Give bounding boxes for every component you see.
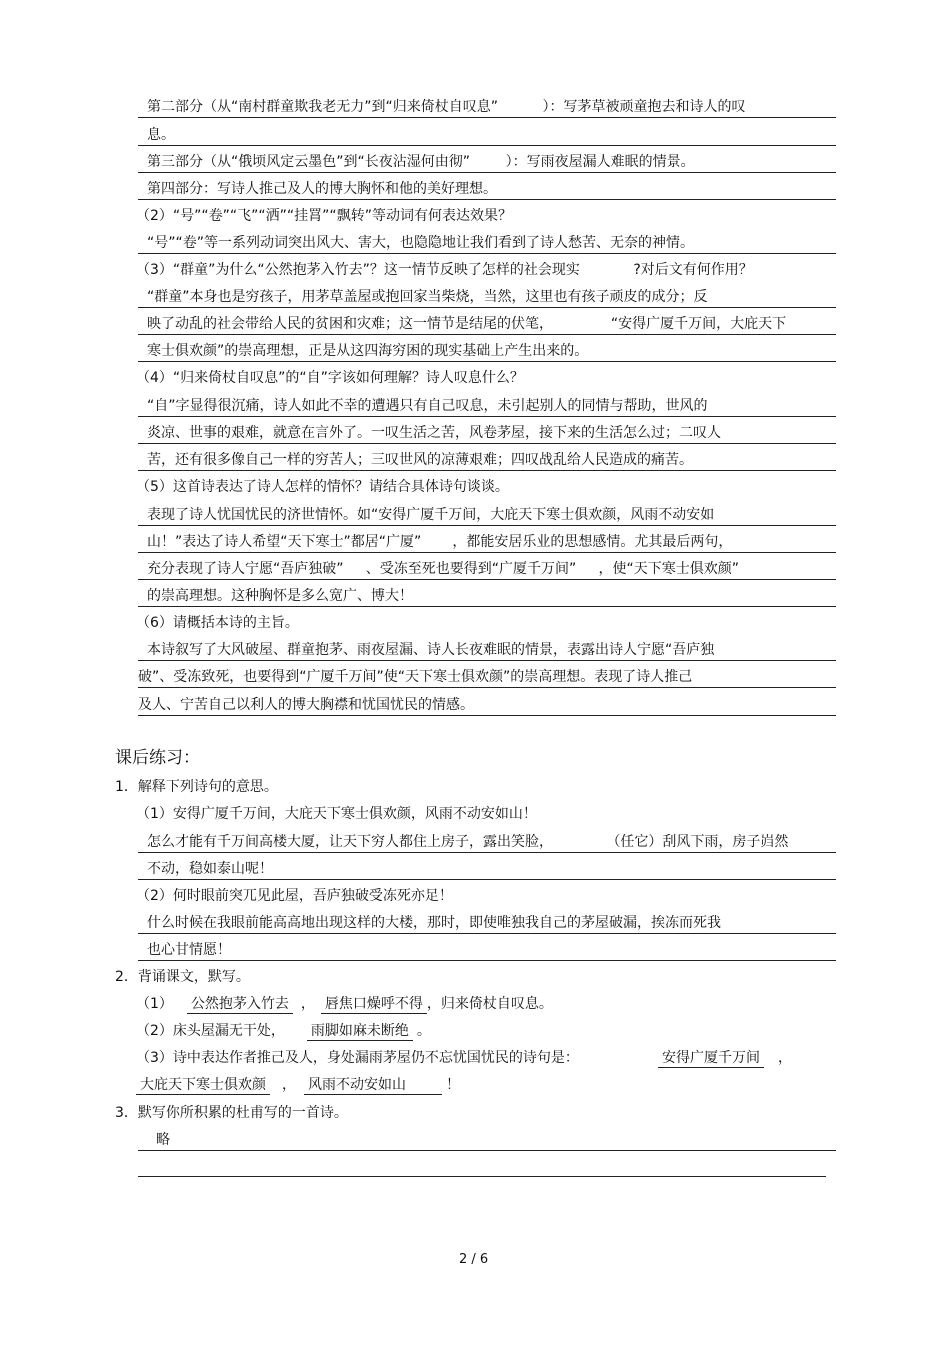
answer-line: 炎凉、世事的艰难，就意在言外了。一叹生活之苦，风卷茅屋，接下来的生活怎么过；二叹人	[147, 425, 721, 441]
answer-line: 略	[156, 1132, 170, 1148]
answer-line: 映了动乱的社会带给人民的贫困和灾难；这一情节是结尾的伏笔， “安得广厦千万间，大庇天下	[147, 316, 787, 332]
page-number: 2 / 6	[459, 1252, 489, 1267]
exercise-item: 2．背诵课文，默写。	[115, 969, 250, 985]
answer-rule	[138, 416, 836, 417]
answer-rule	[138, 470, 836, 471]
fill-line	[658, 1049, 792, 1068]
answer-rule	[138, 117, 836, 118]
answer-rule	[138, 307, 836, 308]
answer-rule	[138, 579, 836, 580]
fill-blank: 雨脚如麻未断绝	[307, 1022, 413, 1041]
answer-line: 第三部分（从“俄顷风定云墨色”到“长夜沾湿何由彻” ）：写雨夜屋漏人难眠的情景。	[147, 154, 695, 170]
answer-rule	[138, 253, 836, 254]
answer-line: 不动，稳如泰山呢！	[147, 861, 273, 877]
answer-rule	[138, 960, 836, 961]
fill-line	[136, 1022, 431, 1041]
question: （6）请概括本诗的主旨。	[136, 615, 299, 631]
answer-rule	[138, 443, 836, 444]
answer-line: 的崇高理想。这种胸怀是多么宽广、博大！	[147, 588, 413, 604]
fill-line	[136, 995, 553, 1014]
exercise-item: 1．解释下列诗句的意思。	[115, 779, 278, 795]
section-heading: 课后练习：	[115, 748, 200, 768]
exercise-question: （2）何时眼前突兀见此屋，吾庐独破受冻死亦足！	[136, 888, 453, 904]
fill-prefix: （1）	[136, 996, 173, 1012]
fill-suffix: ，归来倚杖自叹息。	[426, 996, 553, 1012]
exercise-question: （3）诗中表达作者推己及人，身处漏雨茅屋仍不忘忧国忧民的诗句是：	[136, 1050, 579, 1066]
answer-rule	[138, 525, 836, 526]
fill-blank: 安得广厦千万间	[658, 1049, 764, 1068]
answer-rule	[138, 660, 836, 661]
answer-line: 破”、受冻致死，也要得到“广厦千万间”使“天下寒士俱欢颜”的崇高理想。表现了诗人推己	[138, 669, 693, 685]
answer-rule	[138, 145, 836, 146]
fill-sep: ，	[300, 996, 315, 1012]
fill-blank: 公然抱茅入竹去	[187, 995, 293, 1014]
answer-rule	[138, 879, 836, 880]
question: （5）这首诗表达了诗人怎样的情怀？请结合具体诗句谈谈。	[136, 479, 509, 495]
answer-line: 第四部分：写诗人推己及人的博大胸怀和他的美好理想。	[147, 181, 497, 197]
question: （3）“群童”为什么“公然抱茅入竹去”？这一情节反映了怎样的社会现实 ?对后文有何作用？	[136, 262, 753, 278]
answer-rule	[138, 852, 836, 853]
answer-line: 充分表现了诗人宁愿“吾庐独破” 、受冻至死也要得到“广厦千万间” ，使“天下寒士俱欢颜”	[147, 561, 740, 577]
fill-sep: ，	[778, 1050, 792, 1066]
answer-rule	[138, 1150, 836, 1151]
answer-rule	[138, 933, 836, 934]
exercise-question: （1）安得广厦千万间，大庇天下寒士俱欢颜，风雨不动安如山！	[136, 806, 537, 822]
answer-rule	[138, 172, 836, 173]
answer-rule	[138, 715, 836, 716]
fill-blank: 唇焦口燥呼不得	[321, 995, 427, 1014]
fill-line	[136, 1076, 460, 1095]
answer-line: “群童”本身也是穷孩子，用茅草盖屋或抱回家当柴烧，当然，这里也有孩子顽皮的成分；反	[147, 289, 708, 305]
answer-line: 息。	[147, 127, 175, 143]
answer-rule	[138, 361, 836, 362]
answer-rule	[138, 687, 836, 688]
question: （4）“归来倚杖自叹息”的“自”字该如何理解？诗人叹息什么？	[136, 370, 524, 386]
answer-rule	[138, 1176, 826, 1177]
answer-line: 寒士俱欢颜”的崇高理想，正是从这四海穷困的现实基础上产生出来的。	[147, 343, 589, 359]
answer-line: 第二部分（从“南村群童欺我老无力”到“归来倚杖自叹息” ）：写茅草被顽童抱去和诗人的叹	[147, 99, 746, 115]
fill-suffix: ！	[446, 1077, 460, 1093]
fill-prefix: （2）床头屋漏无干处，	[136, 1023, 285, 1039]
fill-blank: 风雨不动安如山	[304, 1076, 442, 1095]
fill-suffix: 。	[416, 1023, 431, 1039]
answer-line: 及人、宁苦自己以利人的博大胸襟和忧国忧民的情感。	[138, 697, 474, 713]
answer-rule	[138, 606, 836, 607]
answer-line: 怎么才能有千万间高楼大厦，让天下穷人都住上房子，露出笑脸， （任它）刮风下雨，房子岿然	[147, 834, 789, 850]
answer-line: 表现了诗人忧国忧民的济世情怀。如“安得广厦千万间，大庇天下寒士俱欢颜，风雨不动安如	[147, 507, 715, 523]
answer-line: 苦，还有很多像自己一样的穷苦人；三叹世风的凉薄艰难；四叹战乱给人民造成的痛苦。	[147, 452, 693, 468]
answer-rule	[138, 552, 836, 553]
answer-line: 也心甘情愿！	[147, 942, 231, 958]
question: （2）“号”“卷”“飞”“洒”“挂罥”“飘转”等动词有何表达效果？	[136, 208, 512, 224]
answer-line: “号”“卷”等一系列动词突出风大、害大，也隐隐地让我们看到了诗人愁苦、无奈的神情。	[147, 235, 695, 251]
answer-line: 什么时候在我眼前能高高地出现这样的大楼，那时，即使唯独我自己的茅屋破漏，挨冻而死我	[147, 915, 721, 931]
answer-line: “自”字显得很沉痛，诗人如此不幸的遭遇只有自己叹息，未引起别人的同情与帮助，世风的	[147, 398, 708, 414]
exercise-item: 3．默写你所积累的杜甫写的一首诗。	[115, 1105, 348, 1121]
answer-rule	[138, 334, 836, 335]
answer-rule	[138, 199, 836, 200]
fill-sep: ，	[282, 1077, 296, 1093]
answer-line: 本诗叙写了大风破屋、群童抱茅、雨夜屋漏、诗人长夜难眠的情景，表露出诗人宁愿“吾庐独	[147, 642, 715, 658]
fill-blank: 大庇天下寒士俱欢颜	[136, 1076, 270, 1095]
answer-line: 山！”表达了诗人希望“天下寒士”都居“广厦” ，都能安居乐业的思想感情。尤其最后两句，	[147, 534, 733, 550]
